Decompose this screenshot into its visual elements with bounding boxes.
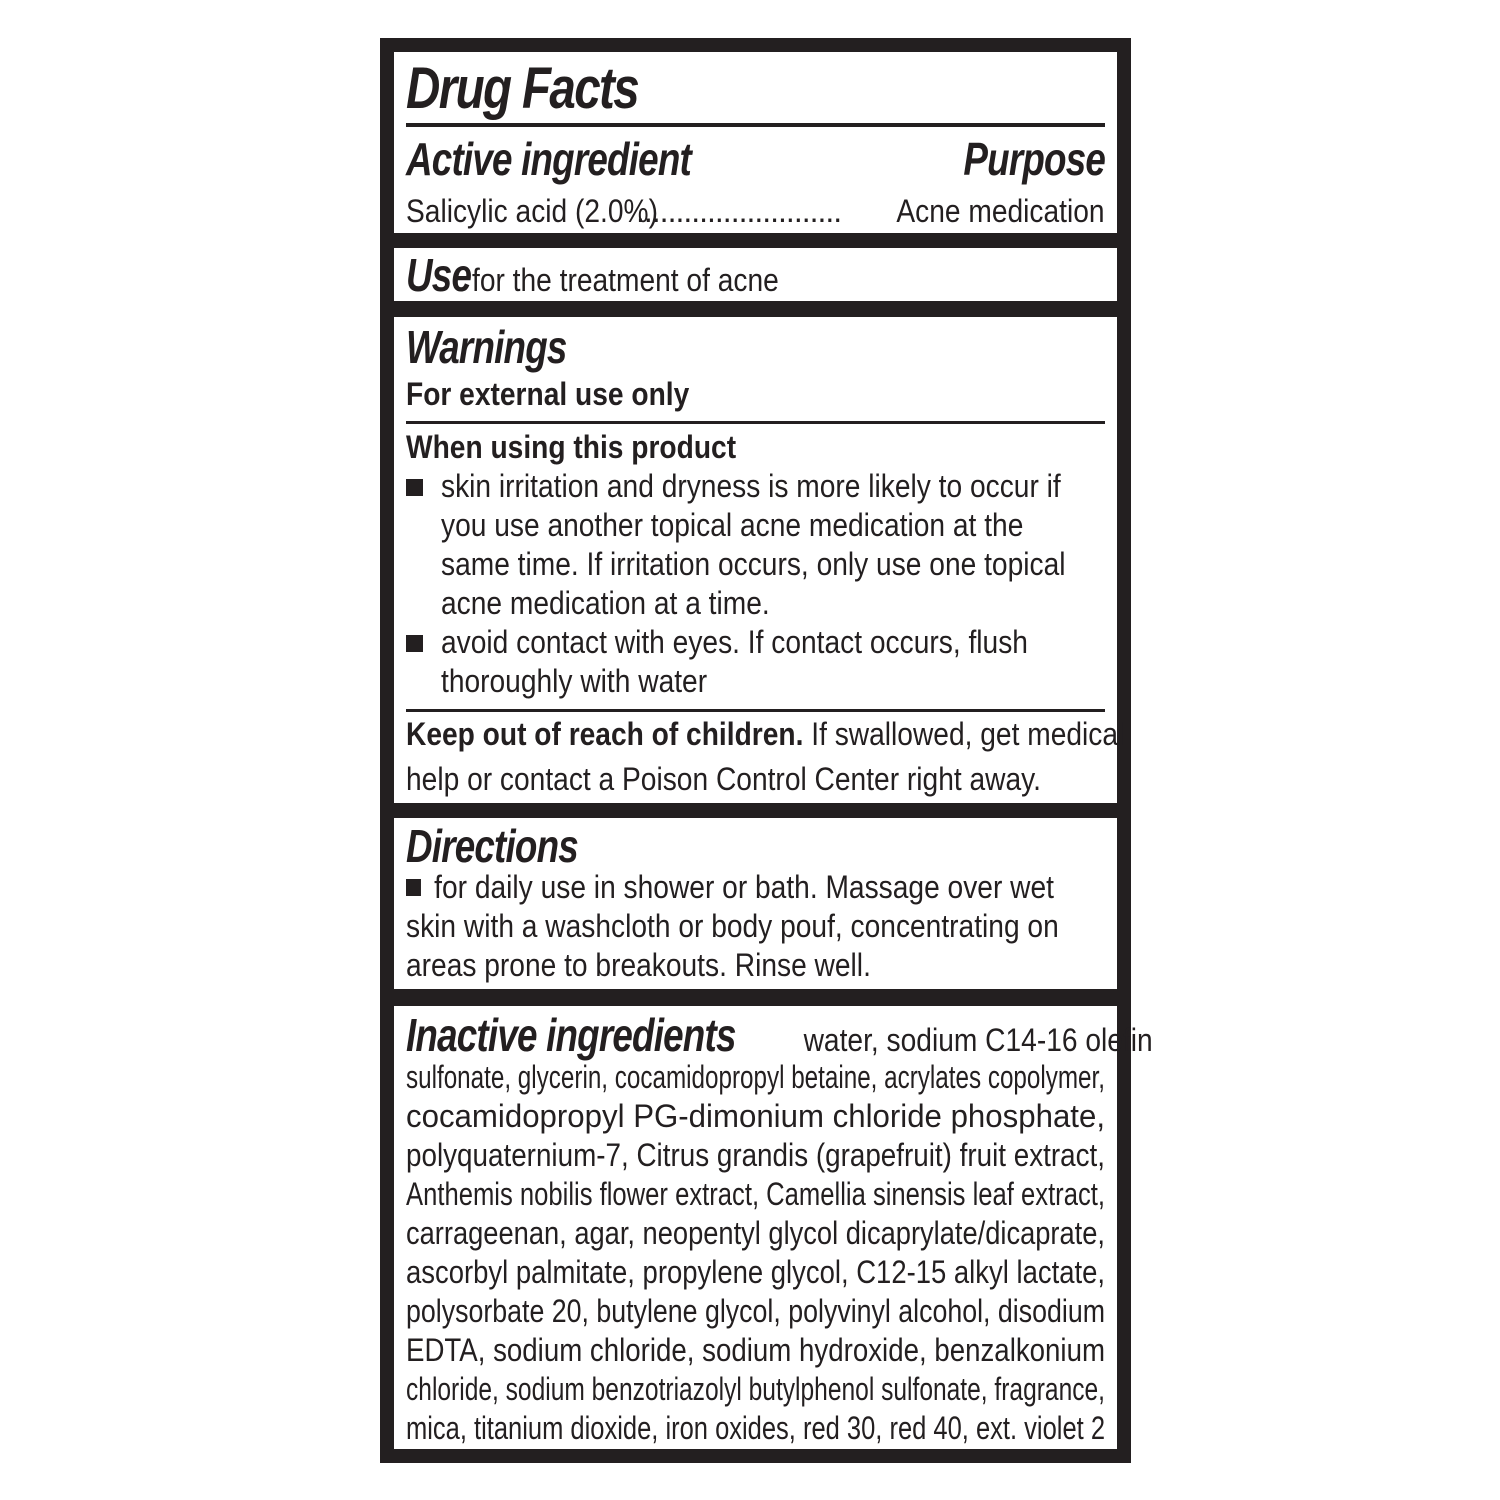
directions-line: skin with a washcloth or body pouf, concentrating on	[406, 908, 1059, 944]
external-use-only: For external use only	[406, 376, 690, 412]
warning-bullet-1	[406, 467, 1105, 623]
bullet1-line: same time. If irritation occurs, only use one topical	[441, 546, 1066, 582]
directions-panel	[394, 818, 1117, 989]
inactive-ingredients-line: ascorbyl palmitate, propylene glycol, C12-15 alkyl lactate,	[406, 1254, 1105, 1290]
warnings-rule-2	[406, 709, 1105, 712]
inactive-ingredients-line: chloride, sodium benzotriazolyl butylphenol sulfonate, fragrance,	[406, 1371, 1105, 1407]
active-ingredient-panel	[394, 52, 1117, 233]
active-ingredient-name: Salicylic acid (2.0%)	[406, 193, 658, 229]
inactive-first-line: water, sodium C14-16 olefin	[803, 1022, 1153, 1058]
inactive-ingredients-list	[406, 1058, 1105, 1448]
purpose-heading: Purpose	[963, 133, 1105, 185]
bullet-square-icon	[406, 879, 421, 896]
directions-line-1: for daily use in shower or bath. Massage over wet	[406, 868, 1021, 907]
directions-heading: Directions	[406, 820, 578, 872]
bullet1-line: you use another topical acne medication at the	[441, 507, 1024, 543]
inactive-ingredients-line: polysorbate 20, butylene glycol, polyvinyl alcohol, disodium	[406, 1293, 1105, 1329]
warnings-panel	[394, 317, 1125, 803]
keep-out-line-2: help or contact a Poison Control Center right away.	[406, 761, 1041, 797]
bullet1-line: acne medication at a time.	[441, 585, 770, 621]
keep-out-bold: Keep out of reach of children.	[406, 716, 804, 752]
directions-line: areas prone to breakouts. Rinse well.	[406, 947, 871, 983]
drug-facts-title: Drug Facts	[406, 56, 639, 121]
when-using-heading: When using this product	[406, 429, 737, 465]
keep-out-rest: If swallowed, get medical	[811, 716, 1125, 752]
inactive-ingredients-panel	[394, 1006, 1153, 1449]
inactive-ingredients-line: cocamidopropyl PG-dimonium chloride phosphate,	[406, 1098, 1105, 1134]
drug-facts-label	[380, 38, 1153, 1463]
bullet2-line: thoroughly with water	[441, 663, 708, 699]
warnings-heading: Warnings	[406, 321, 567, 373]
inactive-ingredients-heading: Inactive ingredients	[406, 1009, 736, 1061]
inactive-ingredients-line: polyquaternium-7, Citrus grandis (grapefruit) fruit extract,	[406, 1137, 1105, 1173]
use-heading: Use	[406, 249, 472, 301]
use-panel	[394, 248, 1117, 301]
inactive-ingredients-line: sulfonate, glycerin, cocamidopropyl betaine, acrylates copolymer,	[406, 1059, 1105, 1095]
warning-bullet-2	[406, 623, 1105, 701]
active-ingredient-purpose: Acne medication	[896, 193, 1105, 229]
inactive-ingredients-line: Anthemis nobilis flower extract, Camellia sinensis leaf extract,	[406, 1176, 1105, 1212]
title-rule	[406, 123, 1105, 127]
bullet2-line: avoid contact with eyes. If contact occurs, flush	[441, 624, 1028, 660]
inactive-ingredients-line: mica, titanium dioxide, iron oxides, red 30, red 40, ext. violet 2	[406, 1410, 1105, 1446]
active-ingredient-heading: Active ingredient	[406, 133, 691, 185]
inactive-ingredients-line: EDTA, sodium chloride, sodium hydroxide, benzalkonium	[406, 1332, 1105, 1368]
bullet-square-icon	[406, 479, 423, 496]
use-text: for the treatment of acne	[472, 262, 779, 298]
inactive-ingredients-line: carrageenan, agar, neopentyl glycol dicaprylate/dicaprate,	[406, 1215, 1105, 1251]
keep-out-line-1	[406, 715, 1125, 754]
warnings-rule-1	[406, 421, 1105, 424]
bullet1-line: skin irritation and dryness is more likely to occur if	[441, 468, 1061, 504]
dot-leader: ..........................	[636, 193, 842, 229]
bullet-square-icon	[406, 635, 423, 652]
